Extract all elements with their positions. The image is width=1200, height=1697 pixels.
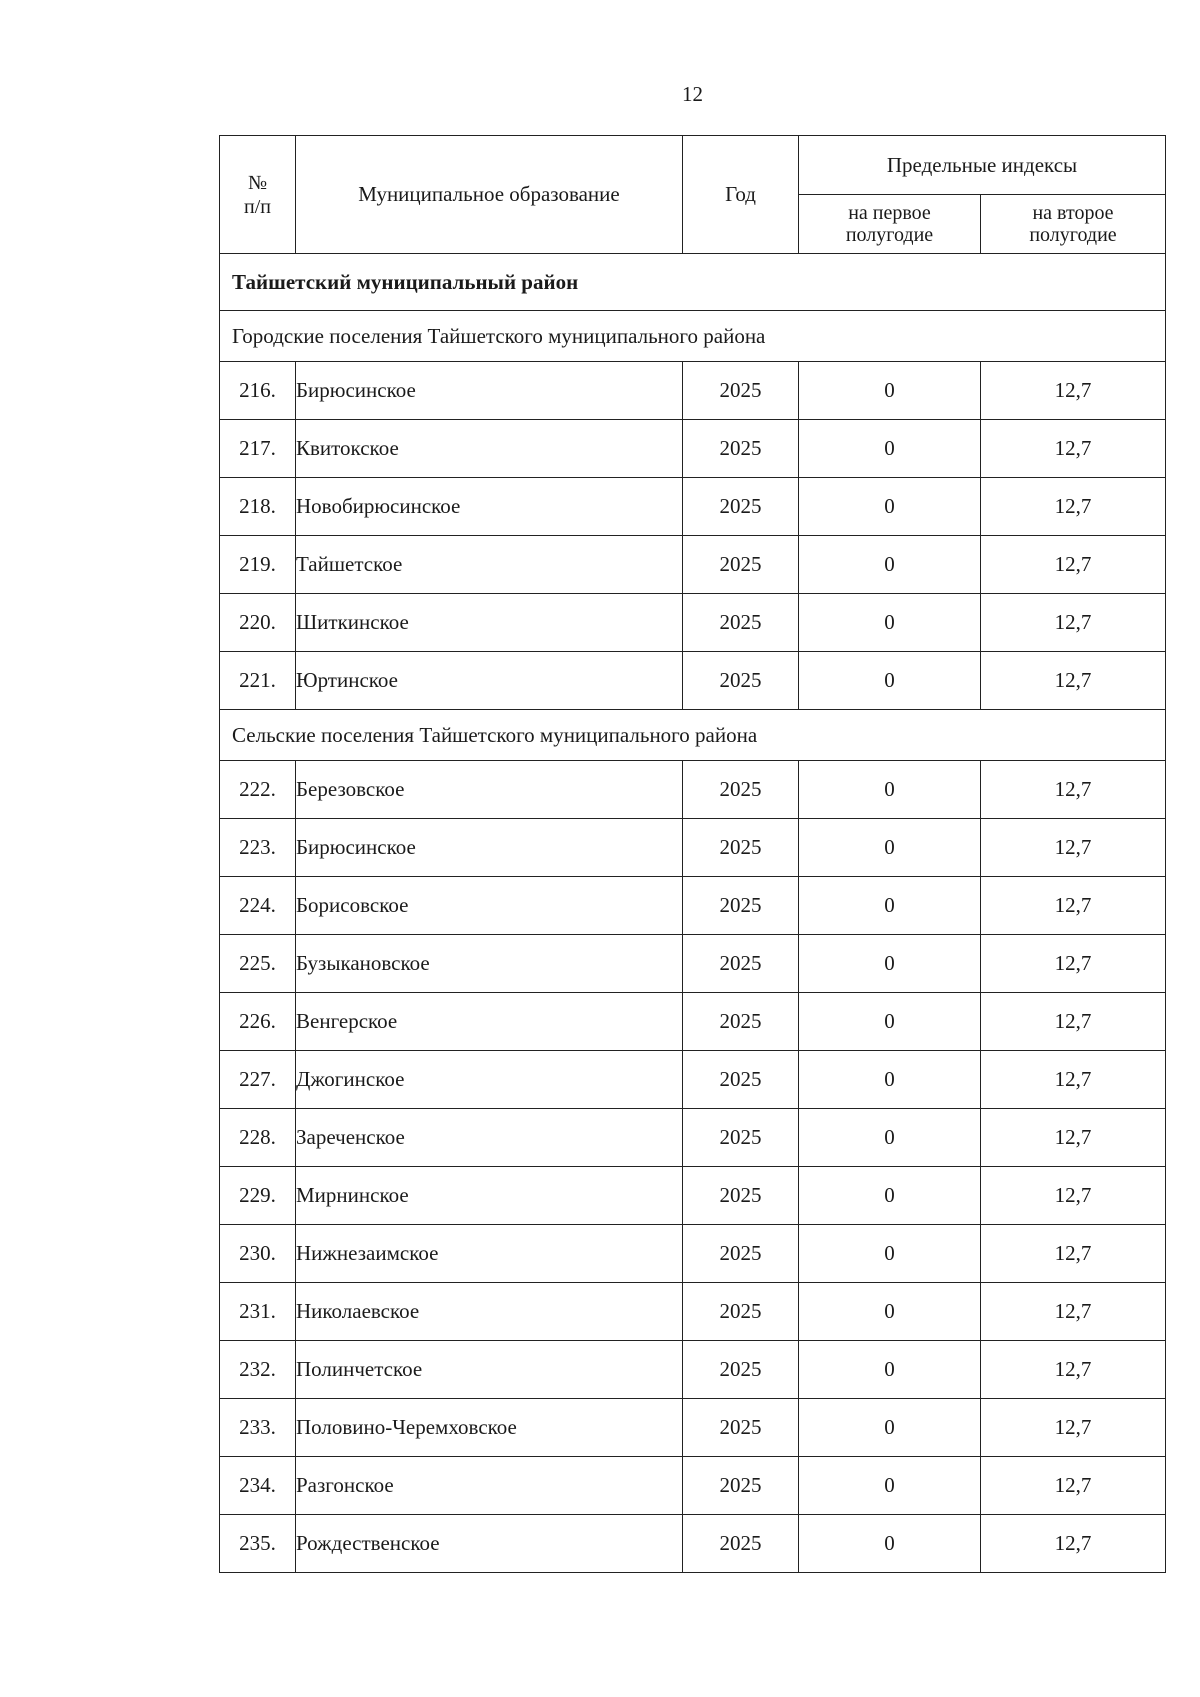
- table-row: [220, 1109, 1166, 1167]
- cell-year: 2025: [683, 1225, 799, 1283]
- cell-municipality: Николаевское: [296, 1283, 683, 1341]
- cell-municipality: Квитокское: [296, 420, 683, 478]
- cell-municipality: Юртинское: [296, 652, 683, 710]
- cell-second-half-index: 12,7: [981, 993, 1166, 1051]
- cell-first-half-index: 0: [799, 478, 981, 536]
- cell-number: 222.: [220, 761, 296, 819]
- table-row: [220, 1515, 1166, 1573]
- cell-number: 226.: [220, 993, 296, 1051]
- cell-year: 2025: [683, 1457, 799, 1515]
- cell-second-half-index: 12,7: [981, 819, 1166, 877]
- cell-municipality: Половино-Черемховское: [296, 1399, 683, 1457]
- header-second-half-line1: на второе: [1032, 202, 1114, 224]
- cell-number: 232.: [220, 1341, 296, 1399]
- cell-municipality: Бирюсинское: [296, 819, 683, 877]
- cell-number: 234.: [220, 1457, 296, 1515]
- cell-first-half-index: 0: [799, 819, 981, 877]
- cell-municipality: Бирюсинское: [296, 362, 683, 420]
- table-row: [220, 1167, 1166, 1225]
- cell-number: 223.: [220, 819, 296, 877]
- header-first-half-line2: полугодие: [845, 224, 934, 246]
- cell-municipality: Джогинское: [296, 1051, 683, 1109]
- cell-first-half-index: 0: [799, 362, 981, 420]
- cell-municipality: Новобирюсинское: [296, 478, 683, 536]
- header-year: Год: [683, 136, 799, 254]
- header-limit-indices: Предельные индексы: [799, 136, 1166, 195]
- cell-municipality: Полинчетское: [296, 1341, 683, 1399]
- cell-second-half-index: 12,7: [981, 594, 1166, 652]
- table-row: [220, 993, 1166, 1051]
- table-row: [220, 594, 1166, 652]
- cell-first-half-index: 0: [799, 1109, 981, 1167]
- section-title: Городские поселения Тайшетского муниципального района: [220, 311, 1166, 362]
- cell-year: 2025: [683, 1109, 799, 1167]
- cell-year: 2025: [683, 420, 799, 478]
- cell-first-half-index: 0: [799, 761, 981, 819]
- section-row: [220, 710, 1166, 761]
- table-row: [220, 935, 1166, 993]
- cell-municipality: Зареченское: [296, 1109, 683, 1167]
- table-row: [220, 652, 1166, 710]
- table-row: [220, 420, 1166, 478]
- cell-second-half-index: 12,7: [981, 1167, 1166, 1225]
- cell-year: 2025: [683, 761, 799, 819]
- cell-number: 219.: [220, 536, 296, 594]
- cell-second-half-index: 12,7: [981, 1341, 1166, 1399]
- cell-year: 2025: [683, 1051, 799, 1109]
- table-row: [220, 819, 1166, 877]
- cell-second-half-index: 12,7: [981, 1283, 1166, 1341]
- table-row: [220, 1225, 1166, 1283]
- cell-number: 228.: [220, 1109, 296, 1167]
- cell-year: 2025: [683, 1399, 799, 1457]
- header-first-half: [799, 195, 981, 254]
- page-number: 12: [682, 82, 703, 106]
- cell-number: 235.: [220, 1515, 296, 1573]
- cell-first-half-index: 0: [799, 652, 981, 710]
- cell-second-half-index: 12,7: [981, 1457, 1166, 1515]
- cell-first-half-index: 0: [799, 993, 981, 1051]
- table-row: [220, 761, 1166, 819]
- cell-first-half-index: 0: [799, 1225, 981, 1283]
- cell-year: 2025: [683, 935, 799, 993]
- district-row: [220, 254, 1166, 311]
- cell-municipality: Шиткинское: [296, 594, 683, 652]
- header-municipality: Муниципальное образование: [296, 136, 683, 254]
- cell-first-half-index: 0: [799, 420, 981, 478]
- cell-year: 2025: [683, 993, 799, 1051]
- cell-second-half-index: 12,7: [981, 935, 1166, 993]
- cell-number: 230.: [220, 1225, 296, 1283]
- section-title: Сельские поселения Тайшетского муниципального района: [220, 710, 1166, 761]
- cell-first-half-index: 0: [799, 1515, 981, 1573]
- header-second-half: [981, 195, 1166, 254]
- indices-table: [219, 135, 1166, 1573]
- table-row: [220, 877, 1166, 935]
- cell-year: 2025: [683, 877, 799, 935]
- cell-first-half-index: 0: [799, 1283, 981, 1341]
- cell-year: 2025: [683, 1283, 799, 1341]
- cell-first-half-index: 0: [799, 1399, 981, 1457]
- cell-first-half-index: 0: [799, 1167, 981, 1225]
- cell-second-half-index: 12,7: [981, 761, 1166, 819]
- cell-first-half-index: 0: [799, 1341, 981, 1399]
- cell-year: 2025: [683, 536, 799, 594]
- table-row: [220, 1051, 1166, 1109]
- cell-number: 231.: [220, 1283, 296, 1341]
- cell-municipality: Борисовское: [296, 877, 683, 935]
- header-number: [220, 136, 296, 254]
- cell-year: 2025: [683, 1515, 799, 1573]
- table-row: [220, 1283, 1166, 1341]
- cell-year: 2025: [683, 652, 799, 710]
- cell-first-half-index: 0: [799, 877, 981, 935]
- cell-second-half-index: 12,7: [981, 1515, 1166, 1573]
- header-second-half-line2: полугодие: [1029, 224, 1117, 246]
- cell-municipality: Березовское: [296, 761, 683, 819]
- cell-second-half-index: 12,7: [981, 1109, 1166, 1167]
- header-first-half-line1: на первое: [848, 202, 931, 224]
- cell-first-half-index: 0: [799, 1051, 981, 1109]
- cell-first-half-index: 0: [799, 536, 981, 594]
- cell-year: 2025: [683, 362, 799, 420]
- cell-number: 217.: [220, 420, 296, 478]
- table-row: [220, 478, 1166, 536]
- cell-number: 233.: [220, 1399, 296, 1457]
- cell-number: 224.: [220, 877, 296, 935]
- cell-municipality: Мирнинское: [296, 1167, 683, 1225]
- cell-number: 216.: [220, 362, 296, 420]
- cell-year: 2025: [683, 1167, 799, 1225]
- table-body: [220, 254, 1166, 1573]
- cell-municipality: Разгонское: [296, 1457, 683, 1515]
- cell-second-half-index: 12,7: [981, 420, 1166, 478]
- cell-year: 2025: [683, 594, 799, 652]
- cell-first-half-index: 0: [799, 935, 981, 993]
- cell-municipality: Бузыкановское: [296, 935, 683, 993]
- cell-year: 2025: [683, 478, 799, 536]
- table-row: [220, 1457, 1166, 1515]
- table-row: [220, 1341, 1166, 1399]
- cell-year: 2025: [683, 1341, 799, 1399]
- header-number-abbr: п/п: [244, 195, 271, 218]
- cell-second-half-index: 12,7: [981, 1399, 1166, 1457]
- cell-first-half-index: 0: [799, 594, 981, 652]
- cell-second-half-index: 12,7: [981, 536, 1166, 594]
- cell-second-half-index: 12,7: [981, 1051, 1166, 1109]
- cell-second-half-index: 12,7: [981, 1225, 1166, 1283]
- section-row: [220, 311, 1166, 362]
- cell-number: 220.: [220, 594, 296, 652]
- cell-first-half-index: 0: [799, 1457, 981, 1515]
- header-number-symbol: №: [247, 171, 268, 194]
- cell-municipality: Тайшетское: [296, 536, 683, 594]
- cell-second-half-index: 12,7: [981, 362, 1166, 420]
- district-title: Тайшетский муниципальный район: [220, 254, 1166, 311]
- cell-municipality: Венгерское: [296, 993, 683, 1051]
- cell-municipality: Нижнезаимское: [296, 1225, 683, 1283]
- cell-number: 227.: [220, 1051, 296, 1109]
- cell-number: 229.: [220, 1167, 296, 1225]
- cell-number: 225.: [220, 935, 296, 993]
- table-row: [220, 362, 1166, 420]
- cell-second-half-index: 12,7: [981, 478, 1166, 536]
- cell-second-half-index: 12,7: [981, 652, 1166, 710]
- cell-year: 2025: [683, 819, 799, 877]
- table-row: [220, 536, 1166, 594]
- cell-second-half-index: 12,7: [981, 877, 1166, 935]
- cell-number: 221.: [220, 652, 296, 710]
- table-header: [220, 136, 1166, 254]
- table-row: [220, 1399, 1166, 1457]
- cell-municipality: Рождественское: [296, 1515, 683, 1573]
- cell-number: 218.: [220, 478, 296, 536]
